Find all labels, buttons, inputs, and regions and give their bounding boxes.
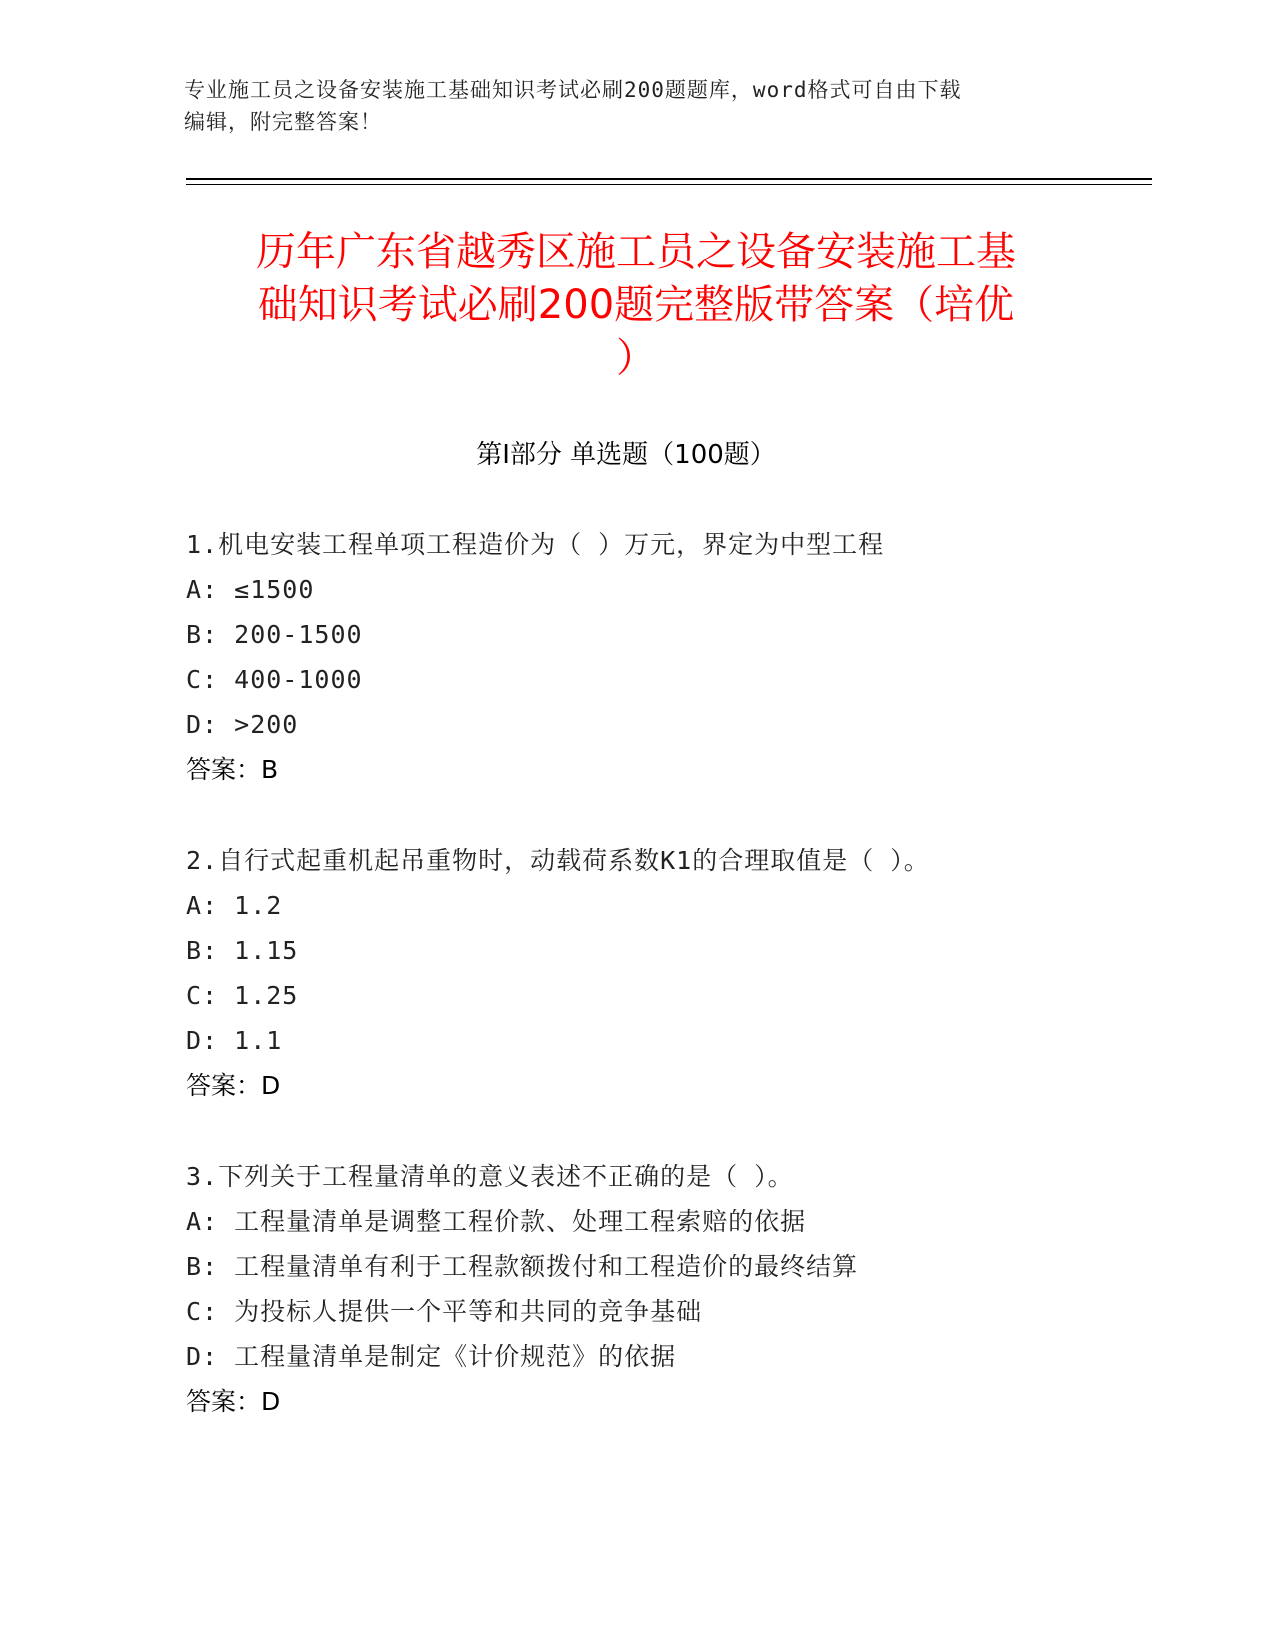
header-divider-thick xyxy=(186,178,1152,180)
title-line-3: ） xyxy=(616,335,656,381)
question-3 xyxy=(186,1154,1166,1425)
title-line-1: 历年广东省越秀区施工员之设备安装施工基 xyxy=(256,229,1016,275)
section-heading: 第Ⅰ部分 单选题（100题） xyxy=(476,440,776,470)
option-a: A: ≤1500 xyxy=(186,575,315,604)
option-c: C: 400-1000 xyxy=(186,665,363,694)
header-divider-thin xyxy=(186,184,1152,185)
option-a: A: 1.2 xyxy=(186,891,283,920)
document-title xyxy=(196,226,1076,385)
question-stem: 1.机电安装工程单项工程造价为（ ）万元，界定为中型工程 xyxy=(186,530,885,559)
question-1 xyxy=(186,522,1166,793)
option-b: B: 1.15 xyxy=(186,936,299,965)
document-header-note xyxy=(184,74,1064,138)
option-b: B: 工程量清单有利于工程款额拨付和工程造价的最终结算 xyxy=(186,1252,859,1281)
answer: 答案：D xyxy=(186,1071,281,1100)
title-line-2: 础知识考试必刷200题完整版带答案（培优 xyxy=(257,282,1015,328)
option-d: D: 工程量清单是制定《计价规范》的依据 xyxy=(186,1342,677,1371)
question-stem: 2.自行式起重机起吊重物时，动载荷系数K1的合理取值是（ ）。 xyxy=(186,846,930,875)
option-d: D: 1.1 xyxy=(186,1026,283,1055)
question-2 xyxy=(186,838,1166,1109)
option-a: A: 工程量清单是调整工程价款、处理工程索赔的依据 xyxy=(186,1207,807,1236)
question-stem: 3.下列关于工程量清单的意义表述不正确的是（ ）。 xyxy=(186,1162,794,1191)
header-note-line-1: 专业施工员之设备安装施工基础知识考试必刷200题题库，word格式可自由下载 xyxy=(184,78,962,102)
option-b: B: 200-1500 xyxy=(186,620,363,649)
option-d: D: >200 xyxy=(186,710,299,739)
answer: 答案：D xyxy=(186,1387,281,1416)
answer: 答案：B xyxy=(186,755,279,784)
option-c: C: 1.25 xyxy=(186,981,299,1010)
header-note-line-2: 编辑，附完整答案！ xyxy=(184,110,382,134)
option-c: C: 为投标人提供一个平等和共同的竞争基础 xyxy=(186,1297,703,1326)
